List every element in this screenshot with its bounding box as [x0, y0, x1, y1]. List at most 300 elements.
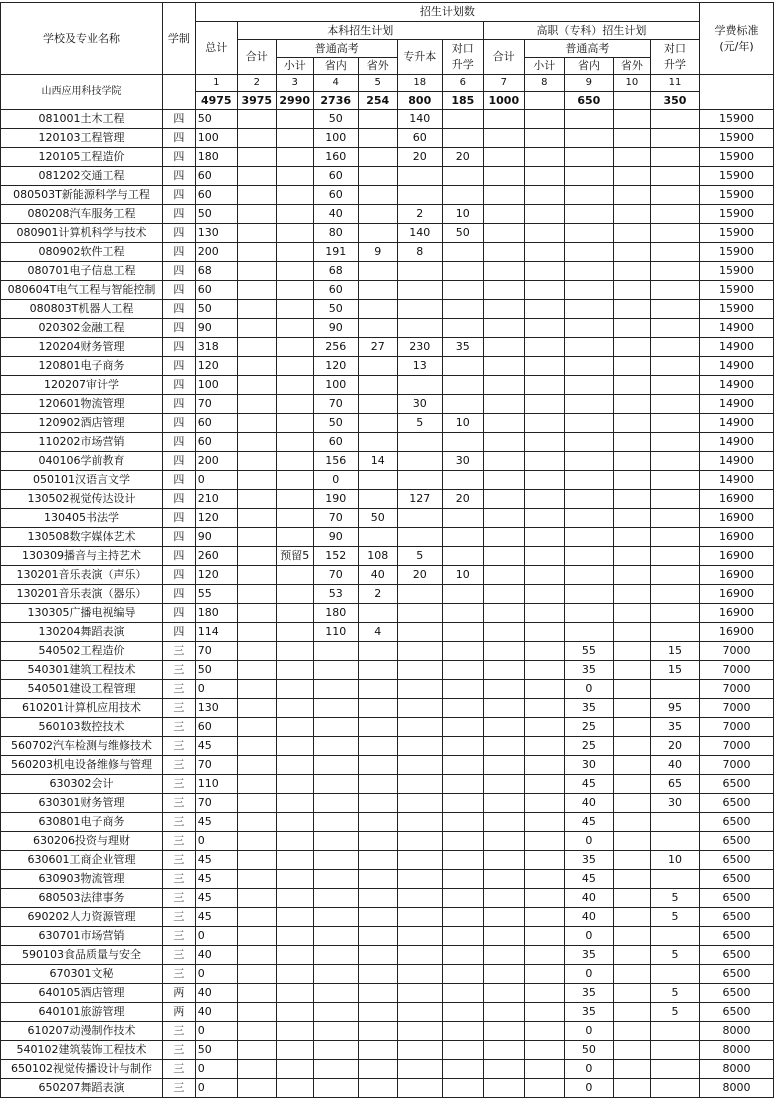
- plan-value: [442, 585, 483, 604]
- major-name: 560702汽车检测与维修技术: [1, 737, 163, 756]
- school-duration-cell: [162, 75, 195, 110]
- major-name: 120105工程造价: [1, 148, 163, 167]
- plan-value: [483, 927, 524, 946]
- plan-value: [358, 300, 397, 319]
- school-total: 800: [397, 92, 442, 110]
- plan-value: 0: [195, 1060, 237, 1079]
- tuition-fee: 7000: [700, 756, 774, 775]
- plan-value: [397, 623, 442, 642]
- plan-value: [650, 490, 699, 509]
- school-fee-cell: [700, 75, 774, 110]
- plan-value: [613, 528, 650, 547]
- major-duration: 三: [162, 851, 195, 870]
- plan-value: [524, 623, 564, 642]
- plan-value: [524, 224, 564, 243]
- tuition-fee: 15900: [700, 148, 774, 167]
- plan-value: 5: [397, 414, 442, 433]
- plan-value: 40: [358, 566, 397, 585]
- plan-value: [613, 186, 650, 205]
- plan-value: 160: [313, 148, 358, 167]
- plan-value: 35: [564, 946, 613, 965]
- plan-value: [524, 642, 564, 661]
- plan-value: [358, 832, 397, 851]
- column-number: 10: [613, 75, 650, 92]
- plan-value: [313, 775, 358, 794]
- plan-value: [564, 509, 613, 528]
- school-total: 254: [358, 92, 397, 110]
- plan-value: [397, 699, 442, 718]
- plan-value: [237, 414, 276, 433]
- table-row: [1, 281, 774, 300]
- tuition-fee: 14900: [700, 338, 774, 357]
- plan-value: [564, 110, 613, 129]
- major-duration: 四: [162, 110, 195, 129]
- column-number: 11: [650, 75, 699, 92]
- plan-value: [564, 395, 613, 414]
- plan-value: [358, 984, 397, 1003]
- plan-value: 40: [195, 1003, 237, 1022]
- header-ug-targeted: [442, 40, 483, 75]
- tuition-fee: 16900: [700, 604, 774, 623]
- major-name: 120902酒店管理: [1, 414, 163, 433]
- plan-value: [276, 832, 313, 851]
- plan-value: [237, 699, 276, 718]
- plan-value: 60: [313, 167, 358, 186]
- tuition-fee: 15900: [700, 186, 774, 205]
- tuition-fee: 6500: [700, 832, 774, 851]
- table-row: [1, 756, 774, 775]
- plan-value: [276, 927, 313, 946]
- plan-value: [564, 623, 613, 642]
- plan-value: [483, 699, 524, 718]
- major-name: 081001土木工程: [1, 110, 163, 129]
- plan-value: [276, 794, 313, 813]
- tuition-fee: 14900: [700, 319, 774, 338]
- plan-value: [524, 775, 564, 794]
- plan-value: [564, 566, 613, 585]
- major-duration: 三: [162, 794, 195, 813]
- plan-value: [524, 262, 564, 281]
- table-row: [1, 300, 774, 319]
- plan-value: [442, 718, 483, 737]
- plan-value: [564, 224, 613, 243]
- tuition-fee: 14900: [700, 433, 774, 452]
- tuition-fee: 6500: [700, 870, 774, 889]
- plan-value: 40: [195, 984, 237, 1003]
- plan-value: 70: [313, 509, 358, 528]
- plan-value: [613, 395, 650, 414]
- header-voc-targeted-line1: 对口: [663, 42, 686, 55]
- major-duration: 四: [162, 167, 195, 186]
- tuition-fee: 14900: [700, 471, 774, 490]
- plan-value: [650, 433, 699, 452]
- plan-value: [613, 167, 650, 186]
- plan-value: 120: [195, 566, 237, 585]
- plan-value: [483, 395, 524, 414]
- school-total: 350: [650, 92, 699, 110]
- plan-value: 0: [195, 832, 237, 851]
- plan-value: 100: [195, 129, 237, 148]
- plan-value: [613, 604, 650, 623]
- plan-value: [313, 1041, 358, 1060]
- column-number: 9: [564, 75, 613, 92]
- plan-value: 50: [313, 110, 358, 129]
- plan-value: [237, 357, 276, 376]
- tuition-fee: 14900: [700, 414, 774, 433]
- plan-value: [613, 965, 650, 984]
- plan-value: 100: [195, 376, 237, 395]
- school-total: 3975: [237, 92, 276, 110]
- major-name: 120601物流管理: [1, 395, 163, 414]
- tuition-fee: 6500: [700, 889, 774, 908]
- plan-value: [524, 585, 564, 604]
- plan-value: [613, 585, 650, 604]
- plan-value: [442, 167, 483, 186]
- header-voc-out-province: 省外: [613, 58, 650, 75]
- major-duration: 四: [162, 623, 195, 642]
- plan-value: [483, 376, 524, 395]
- plan-value: 13: [397, 357, 442, 376]
- major-duration: 三: [162, 1079, 195, 1098]
- plan-value: [483, 984, 524, 1003]
- table-row: [1, 1079, 774, 1098]
- plan-value: [650, 110, 699, 129]
- plan-value: [650, 262, 699, 281]
- plan-value: [313, 680, 358, 699]
- plan-value: [524, 927, 564, 946]
- table-row: [1, 737, 774, 756]
- plan-value: [483, 965, 524, 984]
- plan-value: [564, 414, 613, 433]
- plan-value: [397, 1003, 442, 1022]
- plan-value: 0: [564, 1022, 613, 1041]
- plan-value: 40: [564, 908, 613, 927]
- plan-value: [442, 1022, 483, 1041]
- plan-value: [237, 186, 276, 205]
- plan-value: [397, 908, 442, 927]
- plan-value: [613, 433, 650, 452]
- plan-value: [442, 794, 483, 813]
- plan-value: [613, 262, 650, 281]
- plan-value: 50: [195, 1041, 237, 1060]
- plan-value: [276, 680, 313, 699]
- plan-value: [358, 661, 397, 680]
- plan-value: [483, 319, 524, 338]
- plan-value: [483, 585, 524, 604]
- major-name: 690202人力资源管理: [1, 908, 163, 927]
- plan-value: [650, 338, 699, 357]
- plan-value: 4: [358, 623, 397, 642]
- plan-value: [276, 243, 313, 262]
- table-row: [1, 509, 774, 528]
- plan-value: [237, 281, 276, 300]
- major-name: 130201音乐表演（器乐）: [1, 585, 163, 604]
- plan-value: [613, 832, 650, 851]
- table-row: [1, 490, 774, 509]
- tuition-fee: 16900: [700, 623, 774, 642]
- plan-value: [397, 1060, 442, 1079]
- plan-value: 60: [195, 167, 237, 186]
- plan-value: [237, 566, 276, 585]
- plan-value: [524, 965, 564, 984]
- plan-value: [313, 1060, 358, 1079]
- plan-value: [613, 452, 650, 471]
- plan-value: [442, 737, 483, 756]
- plan-value: 130: [195, 224, 237, 243]
- plan-value: [358, 718, 397, 737]
- major-duration: 三: [162, 870, 195, 889]
- plan-value: [276, 737, 313, 756]
- column-number: 18: [397, 75, 442, 92]
- major-duration: 四: [162, 224, 195, 243]
- plan-value: [442, 129, 483, 148]
- plan-value: [276, 642, 313, 661]
- plan-value: [483, 737, 524, 756]
- table-row: [1, 167, 774, 186]
- plan-value: [613, 224, 650, 243]
- plan-value: [313, 1022, 358, 1041]
- enrollment-plan-table: [0, 2, 774, 1098]
- plan-value: 180: [195, 148, 237, 167]
- plan-value: 108: [358, 547, 397, 566]
- table-row: [1, 832, 774, 851]
- plan-value: [650, 1041, 699, 1060]
- plan-value: [397, 756, 442, 775]
- plan-value: 5: [650, 1003, 699, 1022]
- major-duration: 四: [162, 585, 195, 604]
- plan-value: 30: [442, 452, 483, 471]
- plan-value: 256: [313, 338, 358, 357]
- tuition-fee: 7000: [700, 642, 774, 661]
- plan-value: 120: [313, 357, 358, 376]
- plan-value: [237, 1022, 276, 1041]
- plan-value: [358, 946, 397, 965]
- plan-value: 210: [195, 490, 237, 509]
- plan-value: 27: [358, 338, 397, 357]
- major-name: 130405书法学: [1, 509, 163, 528]
- tuition-fee: 15900: [700, 243, 774, 262]
- major-duration: 三: [162, 946, 195, 965]
- header-ug-gaokao: 普通高考: [276, 40, 397, 58]
- plan-value: [442, 433, 483, 452]
- plan-value: [358, 794, 397, 813]
- plan-value: [650, 965, 699, 984]
- plan-value: [237, 528, 276, 547]
- plan-value: [358, 414, 397, 433]
- major-duration: 三: [162, 775, 195, 794]
- plan-value: [313, 737, 358, 756]
- plan-value: 45: [195, 889, 237, 908]
- plan-value: [397, 851, 442, 870]
- plan-value: [442, 1060, 483, 1079]
- plan-value: 0: [195, 927, 237, 946]
- table-row: [1, 1060, 774, 1079]
- plan-value: [276, 509, 313, 528]
- plan-value: 260: [195, 547, 237, 566]
- plan-value: 90: [313, 528, 358, 547]
- tuition-fee: 8000: [700, 1060, 774, 1079]
- tuition-fee: 6500: [700, 965, 774, 984]
- plan-value: [358, 889, 397, 908]
- major-duration: 四: [162, 547, 195, 566]
- plan-value: [524, 889, 564, 908]
- plan-value: [613, 927, 650, 946]
- school-total: 2990: [276, 92, 313, 110]
- tuition-fee: 14900: [700, 452, 774, 471]
- tuition-fee: 7000: [700, 680, 774, 699]
- plan-value: 40: [564, 889, 613, 908]
- plan-value: [276, 851, 313, 870]
- major-name: 130502视觉传达设计: [1, 490, 163, 509]
- plan-value: [276, 452, 313, 471]
- plan-value: [524, 756, 564, 775]
- plan-value: [650, 376, 699, 395]
- plan-value: [613, 623, 650, 642]
- plan-value: 70: [195, 642, 237, 661]
- plan-value: [564, 433, 613, 452]
- tuition-fee: 6500: [700, 927, 774, 946]
- plan-value: 152: [313, 547, 358, 566]
- plan-value: [564, 490, 613, 509]
- plan-value: [313, 851, 358, 870]
- plan-value: [483, 1060, 524, 1079]
- plan-value: [442, 946, 483, 965]
- plan-value: [237, 1079, 276, 1098]
- table-row: [1, 205, 774, 224]
- plan-value: [613, 870, 650, 889]
- plan-value: 318: [195, 338, 237, 357]
- plan-value: [237, 737, 276, 756]
- plan-value: 5: [650, 946, 699, 965]
- major-name: 080902软件工程: [1, 243, 163, 262]
- plan-value: [524, 281, 564, 300]
- tuition-fee: 7000: [700, 661, 774, 680]
- plan-value: [358, 1041, 397, 1060]
- plan-value: [276, 889, 313, 908]
- plan-value: [483, 775, 524, 794]
- major-duration: 四: [162, 528, 195, 547]
- plan-value: [358, 357, 397, 376]
- plan-value: [358, 642, 397, 661]
- major-duration: 四: [162, 566, 195, 585]
- plan-value: [237, 433, 276, 452]
- major-name: 080208汽车服务工程: [1, 205, 163, 224]
- major-name: 540502工程造价: [1, 642, 163, 661]
- plan-value: [483, 414, 524, 433]
- plan-value: [483, 1003, 524, 1022]
- tuition-fee: 6500: [700, 851, 774, 870]
- plan-value: [442, 186, 483, 205]
- plan-value: 2: [358, 585, 397, 604]
- plan-value: [650, 870, 699, 889]
- plan-value: 50: [564, 1041, 613, 1060]
- plan-value: 10: [442, 205, 483, 224]
- plan-value: [237, 965, 276, 984]
- plan-value: 0: [564, 680, 613, 699]
- tuition-fee: 8000: [700, 1079, 774, 1098]
- plan-value: [442, 300, 483, 319]
- plan-value: [524, 186, 564, 205]
- plan-value: [237, 376, 276, 395]
- plan-value: [442, 604, 483, 623]
- plan-value: [276, 965, 313, 984]
- plan-value: [483, 889, 524, 908]
- major-name: 081202交通工程: [1, 167, 163, 186]
- school-name: 山西应用科技学院: [1, 75, 163, 110]
- plan-value: 60: [313, 433, 358, 452]
- plan-value: 0: [195, 680, 237, 699]
- plan-value: [613, 471, 650, 490]
- plan-value: [650, 528, 699, 547]
- header-voc-small-total: 小计: [524, 58, 564, 75]
- tuition-fee: 6500: [700, 813, 774, 832]
- table-row: [1, 471, 774, 490]
- table-row: [1, 965, 774, 984]
- major-duration: 四: [162, 509, 195, 528]
- column-number: 6: [442, 75, 483, 92]
- plan-value: 60: [195, 414, 237, 433]
- table-row: [1, 851, 774, 870]
- plan-value: 35: [564, 984, 613, 1003]
- plan-value: [237, 1003, 276, 1022]
- plan-value: 9: [358, 243, 397, 262]
- plan-value: [358, 205, 397, 224]
- plan-value: [650, 205, 699, 224]
- major-name: 680503法律事务: [1, 889, 163, 908]
- table-row: [1, 357, 774, 376]
- tuition-fee: 6500: [700, 946, 774, 965]
- plan-value: [650, 395, 699, 414]
- plan-value: [237, 1060, 276, 1079]
- plan-value: [442, 851, 483, 870]
- plan-value: [442, 699, 483, 718]
- major-name: 080803T机器人工程: [1, 300, 163, 319]
- major-name: 020302金融工程: [1, 319, 163, 338]
- column-number: 8: [524, 75, 564, 92]
- table-row: [1, 889, 774, 908]
- plan-value: 60: [313, 281, 358, 300]
- plan-value: [276, 1060, 313, 1079]
- plan-value: 30: [564, 756, 613, 775]
- plan-value: [237, 1041, 276, 1060]
- plan-value: 0: [195, 965, 237, 984]
- plan-value: 40: [650, 756, 699, 775]
- plan-value: [313, 908, 358, 927]
- plan-value: [564, 281, 613, 300]
- major-name: 040106学前教育: [1, 452, 163, 471]
- plan-value: [276, 528, 313, 547]
- plan-value: 60: [195, 433, 237, 452]
- tuition-fee: 15900: [700, 281, 774, 300]
- major-name: 080604T电气工程与智能控制: [1, 281, 163, 300]
- plan-value: 65: [650, 775, 699, 794]
- plan-value: [276, 262, 313, 281]
- plan-value: [483, 832, 524, 851]
- plan-value: [276, 490, 313, 509]
- plan-value: [237, 243, 276, 262]
- plan-value: [613, 946, 650, 965]
- plan-value: [442, 376, 483, 395]
- header-plan-count: 招生计划数: [195, 3, 699, 22]
- plan-value: [358, 319, 397, 338]
- tuition-fee: 14900: [700, 395, 774, 414]
- plan-value: [613, 756, 650, 775]
- plan-value: [564, 205, 613, 224]
- plan-value: 20: [397, 148, 442, 167]
- plan-value: [397, 509, 442, 528]
- plan-value: 70: [195, 794, 237, 813]
- plan-value: 90: [195, 319, 237, 338]
